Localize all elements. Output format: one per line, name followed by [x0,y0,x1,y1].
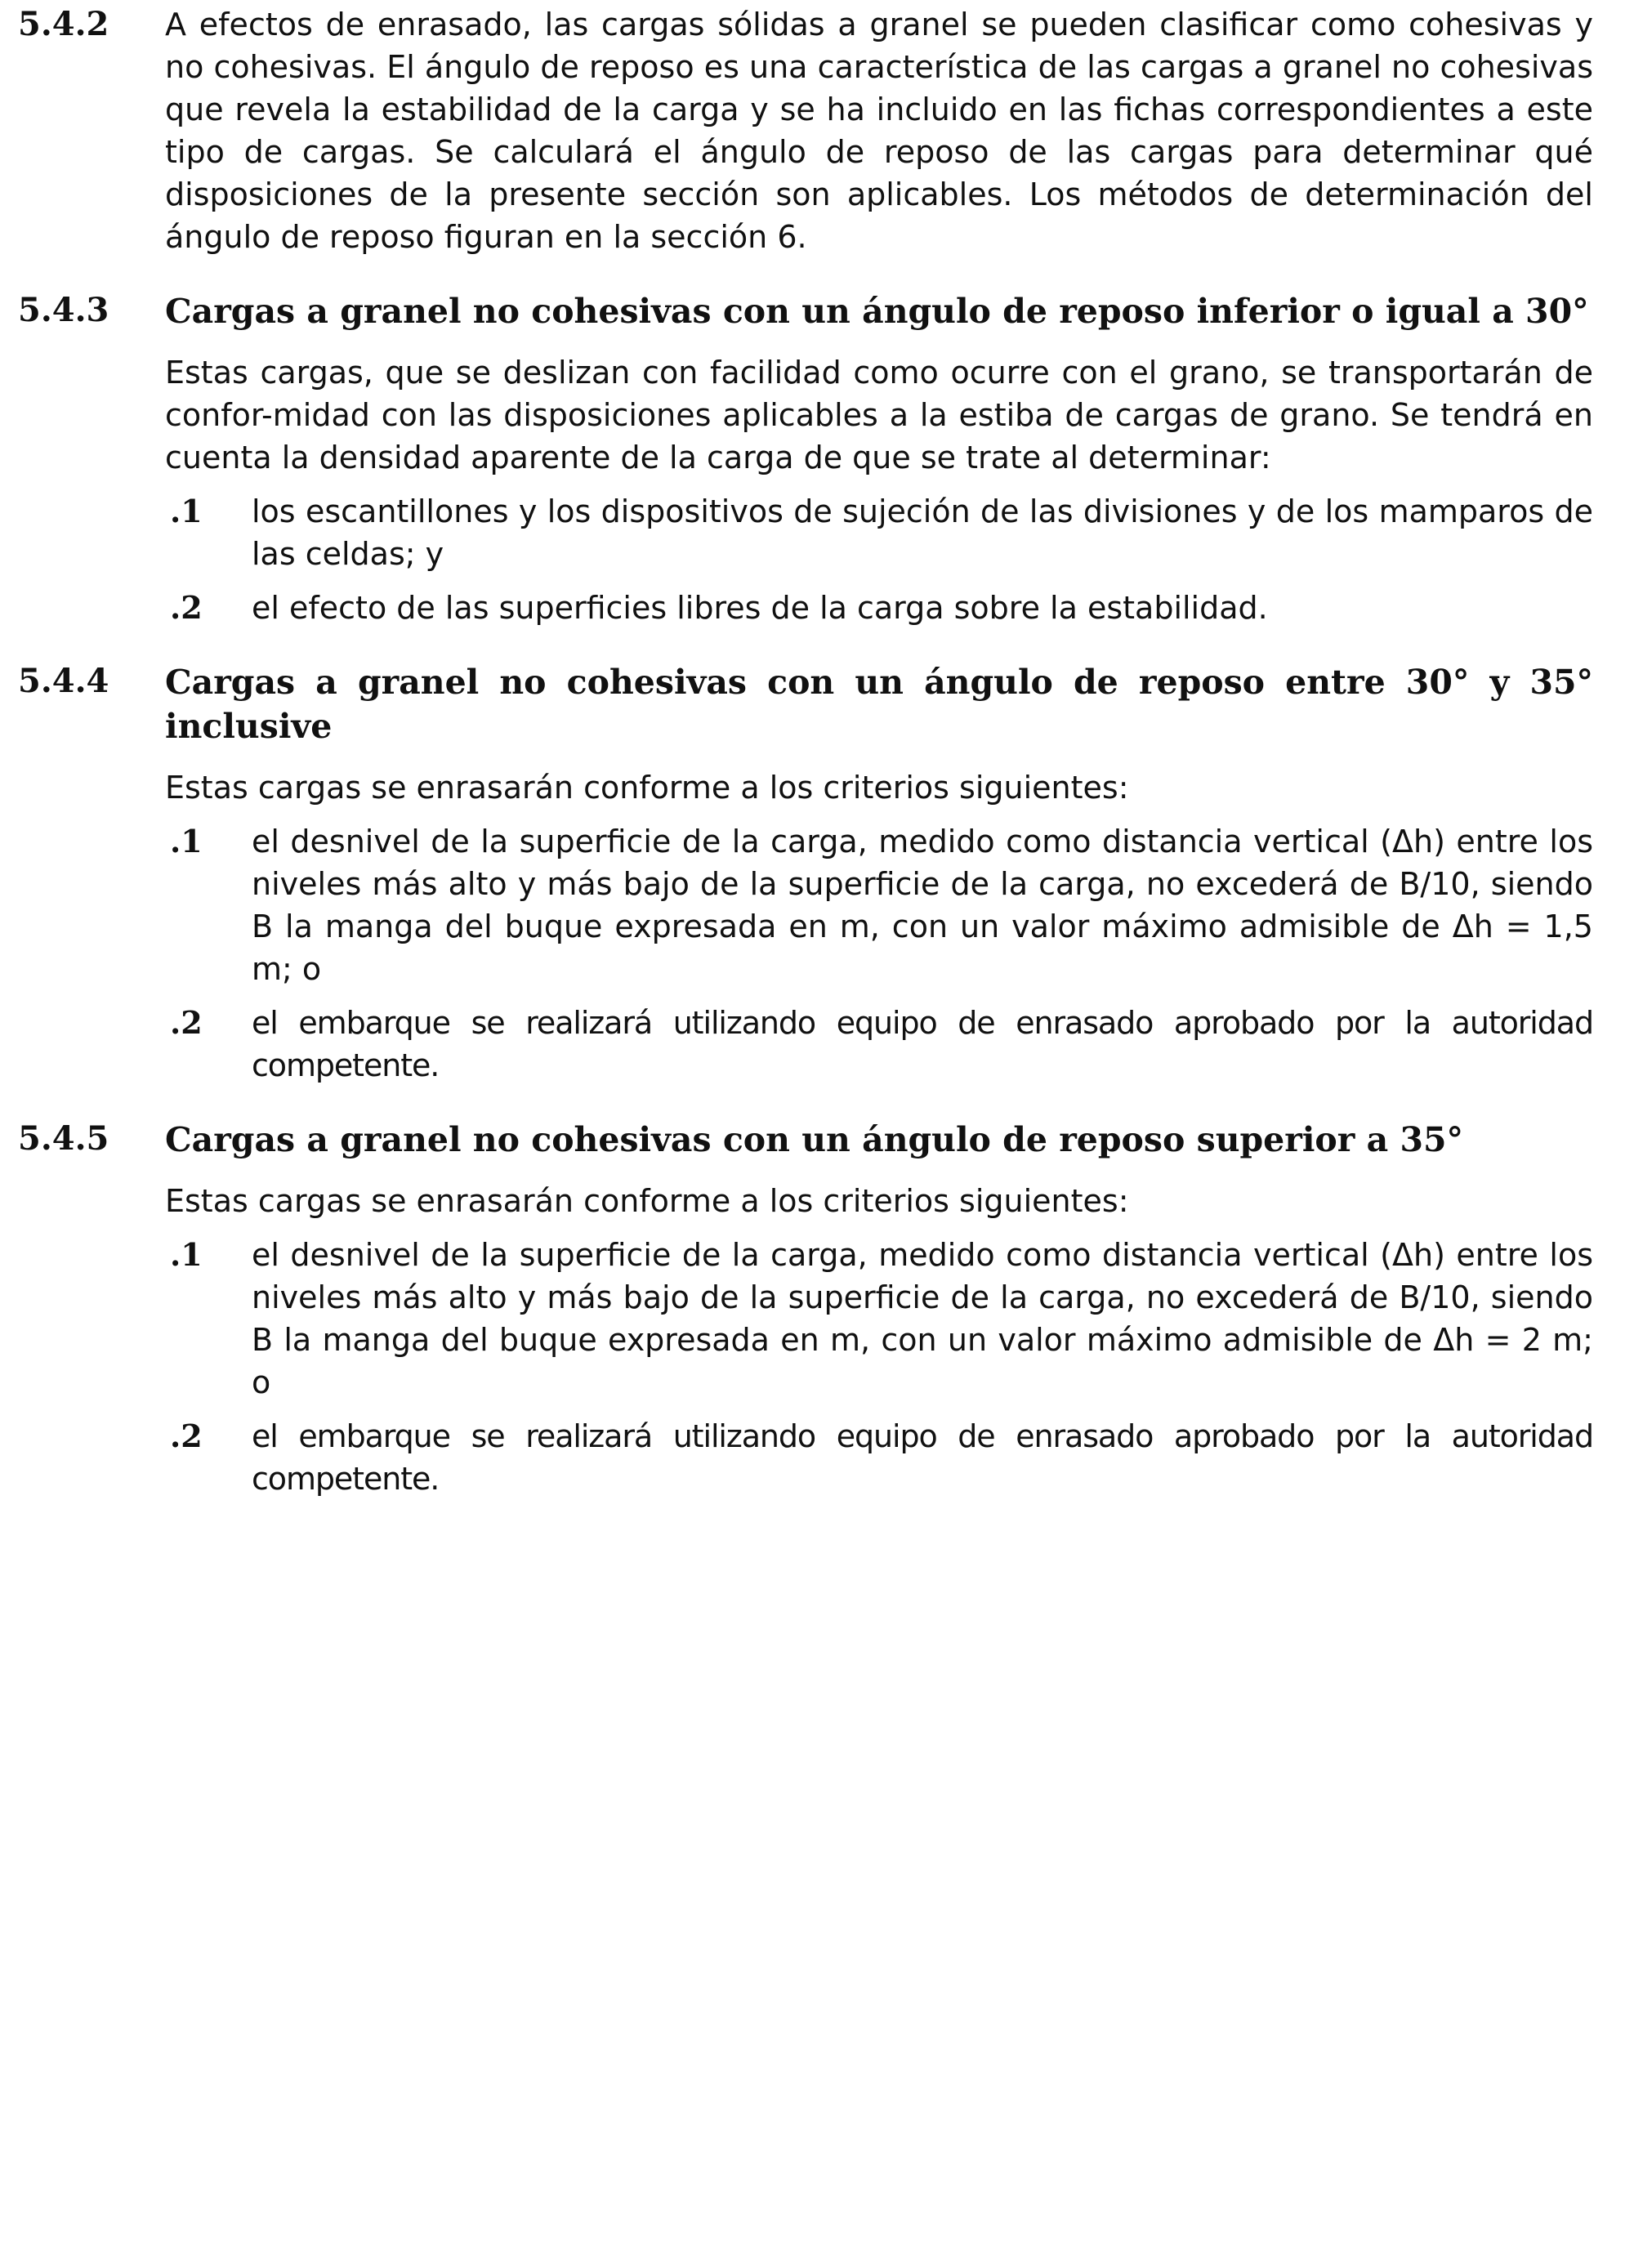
section-heading: Cargas a granel no cohesivas con un ángulo de reposo superior a 35° [165,1120,1464,1159]
list-item-number: .1 [170,493,203,529]
section-5-4-5-body [0,1180,1593,1500]
list-item [165,490,1593,575]
section-5-4-4 [0,660,1593,748]
list-item-number: .2 [170,1004,203,1041]
section-5-4-2 [0,3,1593,258]
section-number: 5.4.2 [18,5,109,43]
list-item-number: .1 [170,823,203,859]
list-item-text: el desnivel de la superficie de la carga, medido como distancia vertical (Δh) entre los niveles más alto y más bajo de la superficie de la carga, no excederá de B/10, siendo B la manga del buque expresada en m, con un valor máximo admisible de Δh = 2 m; o [252,1237,1593,1400]
list-item [165,1234,1593,1404]
section-paragraph: A efectos de enrasado, las cargas sólidas a granel se pueden clasificar como cohesivas y no cohesivas. El ángulo de reposo es una característica de las cargas a granel no cohesivas que revela la estabilidad de la carga y se ha incluido en las fichas correspondientes a este tipo de cargas. Se calculará el ángulo de reposo de las cargas para determinar qué disposiciones de la presente sección son aplicables. Los métodos de determinación del ángulo de reposo figuran en la sección 6. [165,7,1593,255]
section-intro: Estas cargas se enrasarán conforme a los criterios siguientes: [165,1183,1129,1219]
section-heading: Cargas a granel no cohesivas con un ángulo de reposo inferior o igual a 30° [165,292,1589,331]
list-item [165,820,1593,990]
list-item-text: el efecto de las superficies libres de la carga sobre la estabilidad. [252,590,1268,626]
section-5-4-4-body [0,766,1593,1087]
list-item-text: los escantillones y los dispositivos de sujeción de las divisiones y de los mamparos de las celdas; y [252,493,1593,572]
section-5-4-3-body [0,351,1593,629]
list-item-number: .2 [170,589,203,626]
section-number: 5.4.4 [18,662,109,700]
section-intro: Estas cargas se enrasarán conforme a los criterios siguientes: [165,770,1129,806]
section-intro: Estas cargas, que se deslizan con facilidad como ocurre con el grano, se transportarán de confor-midad con las disposiciones aplicables a la estiba de cargas de grano. Se tendrá en cuenta la densidad aparente de la carga de que se trate al determinar: [165,355,1593,475]
section-5-4-3 [0,289,1593,333]
list-item-number: .1 [170,1236,203,1273]
section-heading: Cargas a granel no cohesivas con un ángulo de reposo entre 30° y 35° inclusive [165,663,1593,746]
list-item [165,1002,1593,1087]
section-5-4-5 [0,1118,1593,1162]
list-item-text: el embarque se realizará utilizando equipo de enrasado aprobado por la autoridad competente. [252,1418,1593,1497]
section-number: 5.4.5 [18,1119,109,1158]
list-item [165,587,1593,629]
list-item [165,1415,1593,1500]
list-item-text: el embarque se realizará utilizando equipo de enrasado aprobado por la autoridad competente. [252,1005,1593,1083]
list-item-number: .2 [170,1418,203,1454]
list-item-text: el desnivel de la superficie de la carga, medido como distancia vertical (Δh) entre los niveles más alto y más bajo de la superficie de la carga, no excederá de B/10, siendo B la manga del buque expresada en m, con un valor máximo admisible de Δh = 1,5 m; o [252,824,1593,987]
section-number: 5.4.3 [18,291,109,329]
